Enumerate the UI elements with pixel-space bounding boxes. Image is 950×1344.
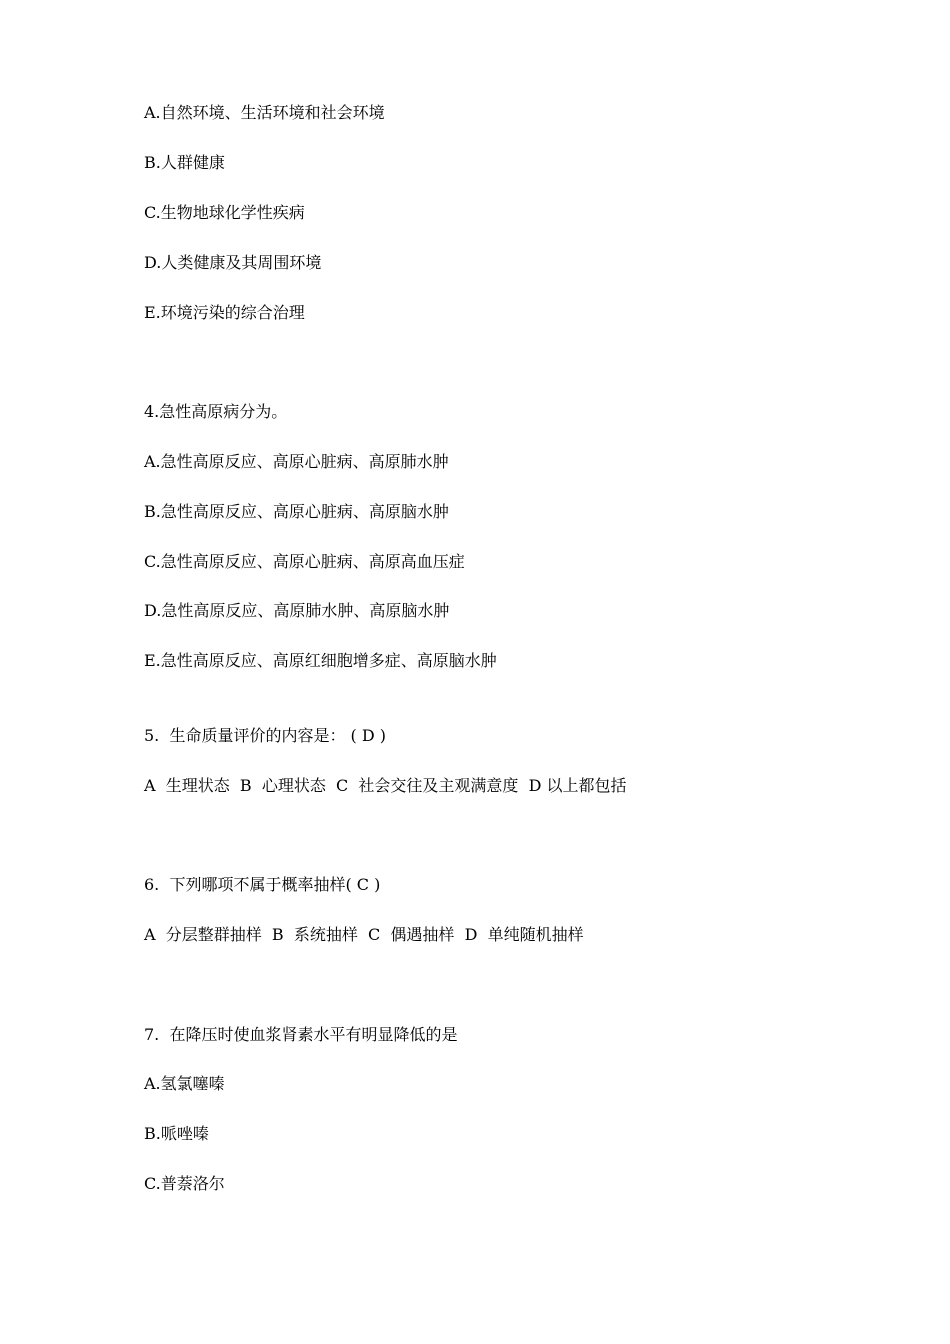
q4-option-a: A.急性高原反应、高原心脏病、高原肺水肿 xyxy=(144,452,449,471)
q7-option-c: C.普萘洛尔 xyxy=(144,1174,225,1193)
q4-stem: 4.急性高原病分为。 xyxy=(144,402,288,421)
q6-stem: 6. 下列哪项不属于概率抽样( C ) xyxy=(144,875,381,894)
q7-option-a: A.氢氯噻嗪 xyxy=(144,1074,225,1093)
q4-option-c: C.急性高原反应、高原心脏病、高原高血压症 xyxy=(144,552,465,571)
q3-option-b: B.人群健康 xyxy=(144,153,225,172)
q5-stem: 5. 生命质量评价的内容是： ( D ) xyxy=(144,726,387,745)
q6-options: A 分层整群抽样 B 系统抽样 C 偶遇抽样 D 单纯随机抽样 xyxy=(144,925,584,944)
q3-option-a: A.自然环境、生活环境和社会环境 xyxy=(144,103,385,122)
q7-option-b: B.哌唑嗪 xyxy=(144,1124,209,1143)
q4-option-b: B.急性高原反应、高原心脏病、高原脑水肿 xyxy=(144,502,449,521)
q4-option-e: E.急性高原反应、高原红细胞增多症、高原脑水肿 xyxy=(144,651,497,670)
q3-option-e: E.环境污染的综合治理 xyxy=(144,303,305,322)
q4-option-d: D.急性高原反应、高原肺水肿、高原脑水肿 xyxy=(144,601,450,620)
q3-option-d: D.人类健康及其周围环境 xyxy=(144,253,322,272)
q5-options: A 生理状态 B 心理状态 C 社会交往及主观满意度 D 以上都包括 xyxy=(144,776,627,795)
q3-option-c: C.生物地球化学性疾病 xyxy=(144,203,305,222)
q7-stem: 7. 在降压时使血浆肾素水平有明显降低的是 xyxy=(144,1025,458,1044)
